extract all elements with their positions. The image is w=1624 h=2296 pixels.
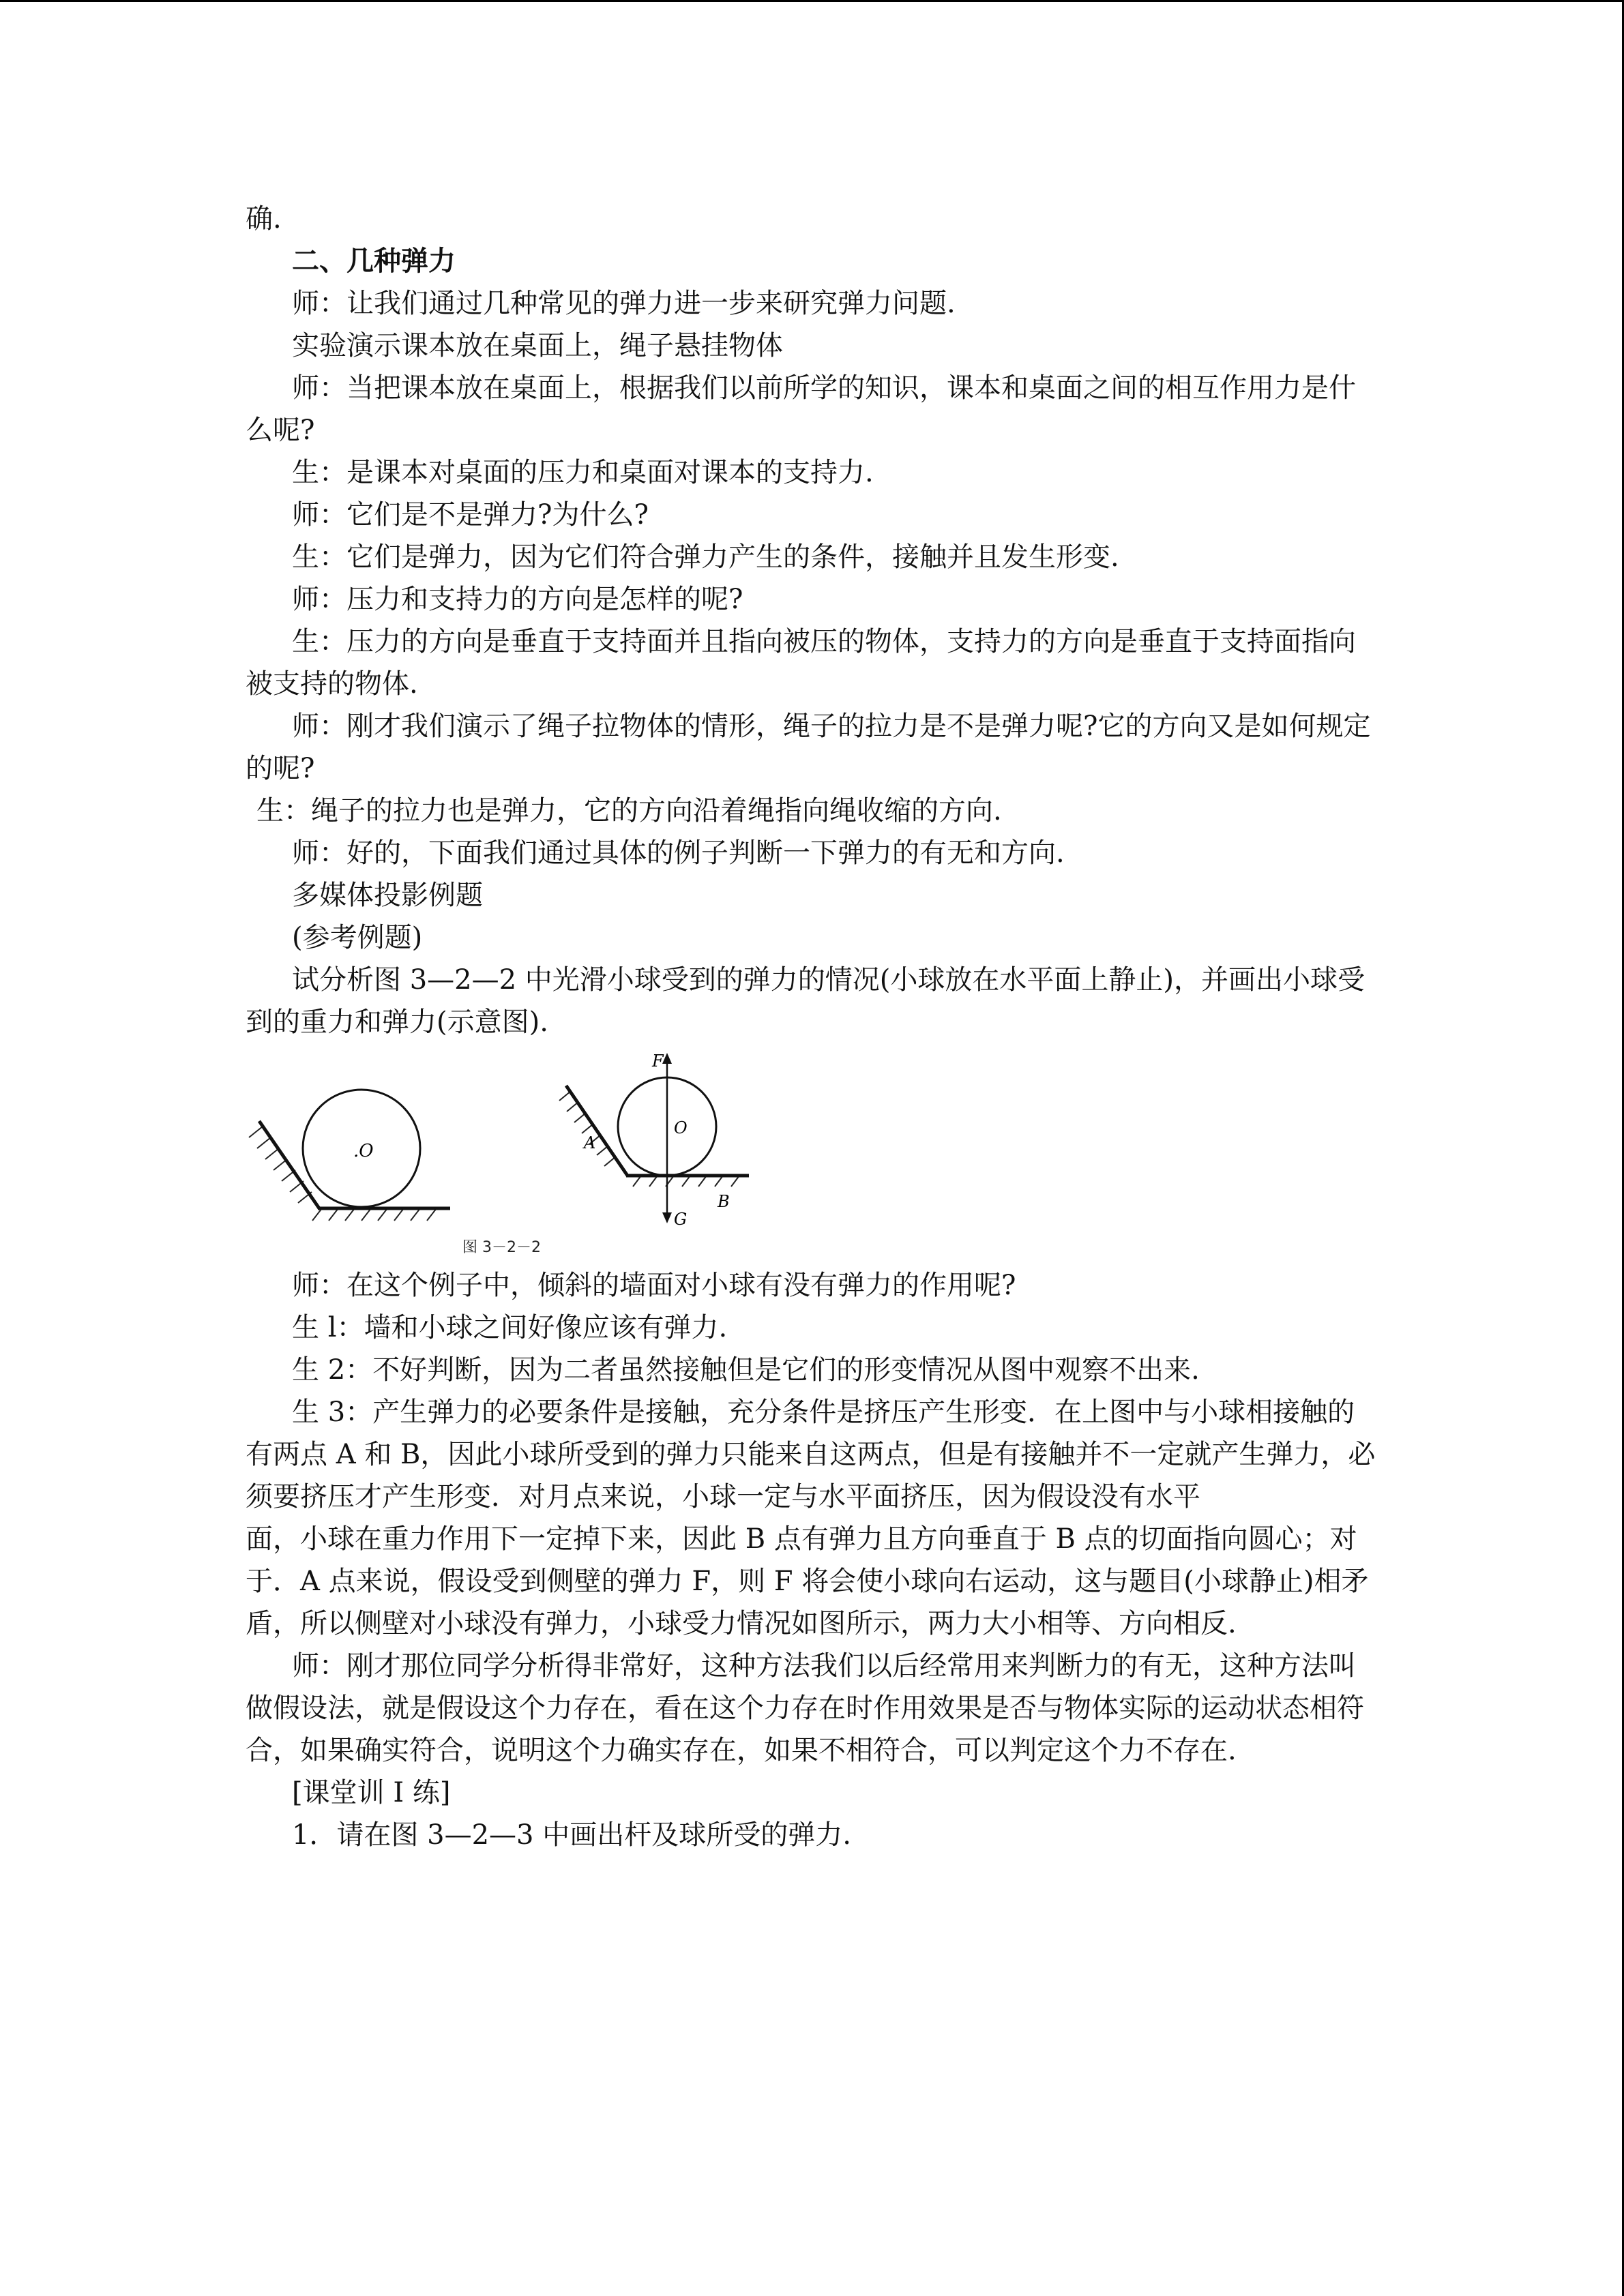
paragraph: 师：当把课本放在桌面上，根据我们以前所学的知识，课本和桌面之间的相互作用力是什么呢? <box>246 372 1356 446</box>
paragraph: 实验演示课本放在桌面上，绳子悬挂物体 <box>292 330 783 361</box>
figure-3-2-2-drawing <box>246 1053 778 1257</box>
paragraph: 师：让我们通过几种常见的弹力进一步来研究弹力问题. <box>292 288 956 319</box>
point-label-a: A <box>584 1133 596 1152</box>
paragraph: (参考例题) <box>292 922 423 953</box>
right-diagram <box>559 1053 749 1229</box>
inclined-wall <box>259 1121 319 1208</box>
paragraph: 生 2：不好判断，因为二者虽然接触但是它们的形变情况从图中观察不出来. <box>292 1354 1200 1386</box>
center-label: .O <box>353 1141 374 1161</box>
text-line: 确. <box>246 203 282 235</box>
force-up-arrowhead <box>662 1053 672 1064</box>
paragraph: 1．请在图 3—2—3 中画出杆及球所受的弹力. <box>292 1819 851 1851</box>
gravity-arrowhead <box>662 1212 672 1223</box>
force-label-f: F <box>652 1053 664 1071</box>
paragraph: 面，小球在重力作用下一定掉下来，因此 B 点有弹力且方向垂直于 B 点的切面指向圆心；对于．A 点来说，假设受到侧壁的弹力 F，则 F 将会使小球向右运动，这与题目(小球静止)相矛盾，所以侧壁对小球没有弹力，小球受力情况如图所示，两力大小相等、方向相反. <box>246 1523 1369 1639</box>
paragraph: 师：在这个例子中，倾斜的墙面对小球有没有弹力的作用呢? <box>292 1270 1016 1301</box>
paragraph: 多媒体投影例题 <box>292 880 483 911</box>
paragraph: 生：是课本对桌面的压力和桌面对课本的支持力. <box>292 457 874 488</box>
document-page <box>246 198 1378 1856</box>
paragraph: 师：刚才我们演示了绳子拉物体的情形，绳子的拉力是不是弹力呢?它的方向又是如何规定的呢? <box>246 711 1371 784</box>
point-label-b: B <box>718 1192 730 1211</box>
left-diagram <box>249 1090 450 1221</box>
paragraph: 生：它们是弹力，因为它们符合弹力产生的条件，接触并且发生形变. <box>292 541 1119 573</box>
paragraph: 生 l：墙和小球之间好像应该有弹力. <box>292 1312 728 1343</box>
paragraph: 试分析图 3—2—2 中光滑小球受到的弹力的情况(小球放在水平面上静止)，并画出小球受到的重力和弹力(示意图). <box>246 964 1365 1038</box>
center-label: O <box>674 1118 688 1137</box>
paragraph: 师：压力和支持力的方向是怎样的呢? <box>292 584 743 615</box>
paragraph: 师：刚才那位同学分析得非常好，这种方法我们以后经常用来判断力的有无，这种方法叫做假设法，就是假设这个力存在，看在这个力存在时作用效果是否与物体实际的运动状态相符合，如果确实符合，说明这个力确实存在，如果不相符合，可以判定这个力不存在. <box>246 1650 1364 1766</box>
figure-caption: 图 3－2－2 <box>462 1239 541 1256</box>
page-top-border <box>0 0 1624 2</box>
figure-3-2-2 <box>246 1053 1378 1257</box>
paragraph: 生：压力的方向是垂直于支持面并且指向被压的物体，支持力的方向是垂直于支持面指向被支持的物体. <box>246 626 1356 700</box>
paragraph: [课堂训 I 练] <box>292 1777 451 1808</box>
paragraph: 师：它们是不是弹力?为什么? <box>292 499 649 531</box>
paragraph: 生 3：产生弹力的必要条件是接触，充分条件是挤压产生形变．在上图中与小球相接触的有两点 A 和 B，因此小球所受到的弹力只能来自这两点，但是有接触并不一定就产生弹力，必须要挤压才产生形变．对月点来说，小球一定与水平面挤压，因为假设没有水平 <box>246 1397 1376 1512</box>
force-label-g: G <box>674 1210 688 1229</box>
paragraph: 师：好的，下面我们通过具体的例子判断一下弹力的有无和方向. <box>292 837 1065 869</box>
paragraph: 生：绳子的拉力也是弹力，它的方向沿着绳指向绳收缩的方向. <box>256 795 1002 826</box>
section-heading: 二、几种弹力 <box>292 245 456 277</box>
